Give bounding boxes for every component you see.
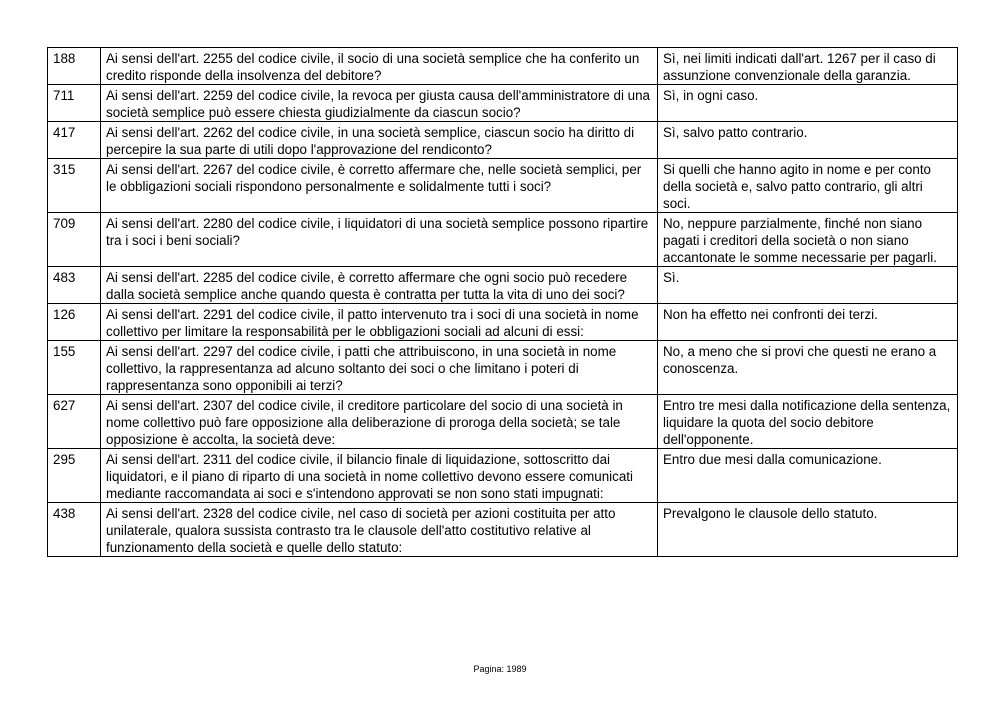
table-row [48,341,958,395]
question-number: 417 [48,122,101,159]
question-text: Ai sensi dell'art. 2297 del codice civile, i patti che attribuiscono, in una società in nome collettivo, la rappresentanza ad alcuno soltanto dei soci o che limitano i poteri di rappresentanza sono opponibili ai terzi? [101,341,658,395]
table-row [48,503,958,557]
table-row [48,159,958,213]
table-row [48,48,958,85]
answer-text: Sì, nei limiti indicati dall'art. 1267 per il caso di assunzione convenzionale della garanzia. [658,48,958,85]
answer-text: Sì. [658,267,958,304]
question-number: 188 [48,48,101,85]
question-text: Ai sensi dell'art. 2262 del codice civile, in una società semplice, ciascun socio ha diritto di percepire la sua parte di utili dopo l'approvazione del rendiconto? [101,122,658,159]
answer-text: Non ha effetto nei confronti dei terzi. [658,304,958,341]
answer-text: Prevalgono le clausole dello statuto. [658,503,958,557]
question-text: Ai sensi dell'art. 2259 del codice civile, la revoca per giusta causa dell'amministratore di una società semplice può essere chiesta giudizialmente da ciascun socio? [101,85,658,122]
question-number: 709 [48,213,101,267]
answer-text: Sì, in ogni caso. [658,85,958,122]
question-text: Ai sensi dell'art. 2285 del codice civile, è corretto affermare che ogni socio può recedere dalla società semplice anche quando questa è contratta per tutta la vita di uno dei soci? [101,267,658,304]
answer-text: Sì, salvo patto contrario. [658,122,958,159]
question-text: Ai sensi dell'art. 2267 del codice civile, è corretto affermare che, nelle società semplici, per le obbligazioni sociali rispondono personalmente e solidalmente tutti i soci? [101,159,658,213]
table-row [48,213,958,267]
question-number: 155 [48,341,101,395]
answer-text: Entro tre mesi dalla notificazione della sentenza, liquidare la quota del socio debitore dell'opponente. [658,395,958,449]
answer-text: No, a meno che si provi che questi ne erano a conoscenza. [658,341,958,395]
question-number: 711 [48,85,101,122]
question-text: Ai sensi dell'art. 2311 del codice civile, il bilancio finale di liquidazione, sottoscritto dai liquidatori, e il piano di riparto di una società in nome collettivo devono essere comunicati mediante raccomandata ai soci e s'intendono approvati se non sono stati impugnati: [101,449,658,503]
question-number: 438 [48,503,101,557]
table-row [48,267,958,304]
question-number: 295 [48,449,101,503]
qa-table [47,47,958,557]
question-text: Ai sensi dell'art. 2291 del codice civile, il patto intervenuto tra i soci di una società in nome collettivo per limitare la responsabilità per le obbligazioni sociali ad alcuni di essi: [101,304,658,341]
answer-text: Entro due mesi dalla comunicazione. [658,449,958,503]
question-number: 126 [48,304,101,341]
question-text: Ai sensi dell'art. 2280 del codice civile, i liquidatori di una società semplice possono ripartire tra i soci i beni sociali? [101,213,658,267]
page-number: Pagina: 1989 [473,664,527,674]
question-text: Ai sensi dell'art. 2255 del codice civile, il socio di una società semplice che ha conferito un credito risponde della insolvenza del debitore? [101,48,658,85]
question-number: 483 [48,267,101,304]
answer-text: Si quelli che hanno agito in nome e per conto della società e, salvo patto contrario, gli altri soci. [658,159,958,213]
question-text: Ai sensi dell'art. 2328 del codice civile, nel caso di società per azioni costituita per atto unilaterale, qualora sussista contrasto tra le clausole dell'atto costitutivo relative al funzionamento della società e quelle dello statuto: [101,503,658,557]
question-number: 627 [48,395,101,449]
question-number: 315 [48,159,101,213]
table-row [48,122,958,159]
answer-text: No, neppure parzialmente, finché non siano pagati i creditori della società o non siano accantonate le somme necessarie per pagarli. [658,213,958,267]
table-row [48,85,958,122]
question-text: Ai sensi dell'art. 2307 del codice civile, il creditore particolare del socio di una società in nome collettivo può fare opposizione alla deliberazione di proroga della società; se tale opposizione è accolta, la società deve: [101,395,658,449]
table-row [48,449,958,503]
table-row [48,304,958,341]
table-row [48,395,958,449]
